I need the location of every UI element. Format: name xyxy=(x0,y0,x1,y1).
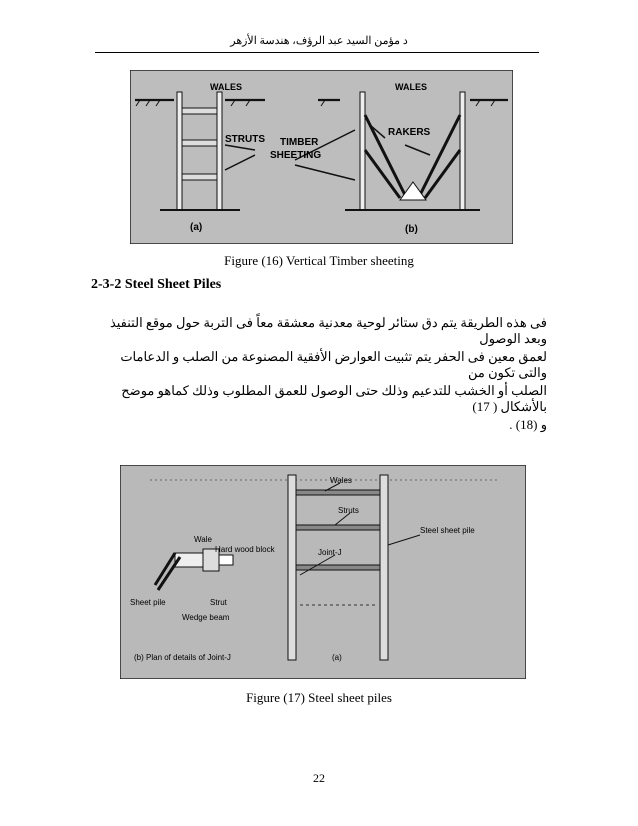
steel-sheet-piles-figure xyxy=(120,465,526,679)
label-wales: Wales xyxy=(330,476,352,485)
label-sheeting: SHEETING xyxy=(270,150,322,161)
label-steel-sheet-pile: Steel sheet pile xyxy=(420,526,475,535)
figure-16-caption: Figure (16) Vertical Timber sheeting xyxy=(224,253,414,268)
label-strut: Strut xyxy=(210,598,227,607)
label-plan-caption: (b) Plan of details of Joint-J xyxy=(134,653,231,662)
label-wales-right: WALES xyxy=(395,82,428,92)
label-panel-a: (a) xyxy=(190,222,203,233)
label-wale: Wale xyxy=(194,535,212,544)
label-timber: TIMBER xyxy=(280,137,319,148)
section-heading: 2-3-2 Steel Sheet Piles xyxy=(91,277,222,292)
paragraph-line-2: لعمق معين فى الحفر يتم تثبيت العوارض الأفقية المصنوعة من الصلب و الدعامات والتى تكون من xyxy=(120,349,547,380)
label-hard-wood-block: Hard wood block xyxy=(215,545,275,554)
figure-17-caption: Figure (17) Steel sheet piles xyxy=(246,690,392,705)
label-panel-a: (a) xyxy=(332,653,342,662)
timber-sheeting-figure xyxy=(130,70,513,244)
label-joint-j: Joint-J xyxy=(318,548,342,557)
label-wales-left: WALES xyxy=(210,82,243,92)
paragraph-line-1: فى هذه الطريقة يتم دق ستائر لوحية معدنية معشقة معاً فى التربة حول موقع التنفيذ وبعد الوصول xyxy=(109,315,547,346)
paragraph-line-4: و (18) . xyxy=(509,417,547,432)
label-sheet-pile: Sheet pile xyxy=(130,598,166,607)
label-wedge-beam: Wedge beam xyxy=(182,613,230,622)
page-number: 22 xyxy=(313,771,325,785)
paragraph-line-3: الصلب أو الخشب للتدعيم وذلك حتى الوصول للعمق المطلوب وذلك كماهو موضح بالأشكال ( 17) xyxy=(121,383,547,414)
header-rule xyxy=(95,52,539,53)
running-header: د مؤمن السيد عبد الرؤف، هندسة الأزهر xyxy=(230,35,408,47)
label-panel-b: (b) xyxy=(405,224,418,235)
label-rakers: RAKERS xyxy=(388,127,431,138)
label-struts: STRUTS xyxy=(225,134,265,145)
label-struts: Struts xyxy=(338,506,359,515)
